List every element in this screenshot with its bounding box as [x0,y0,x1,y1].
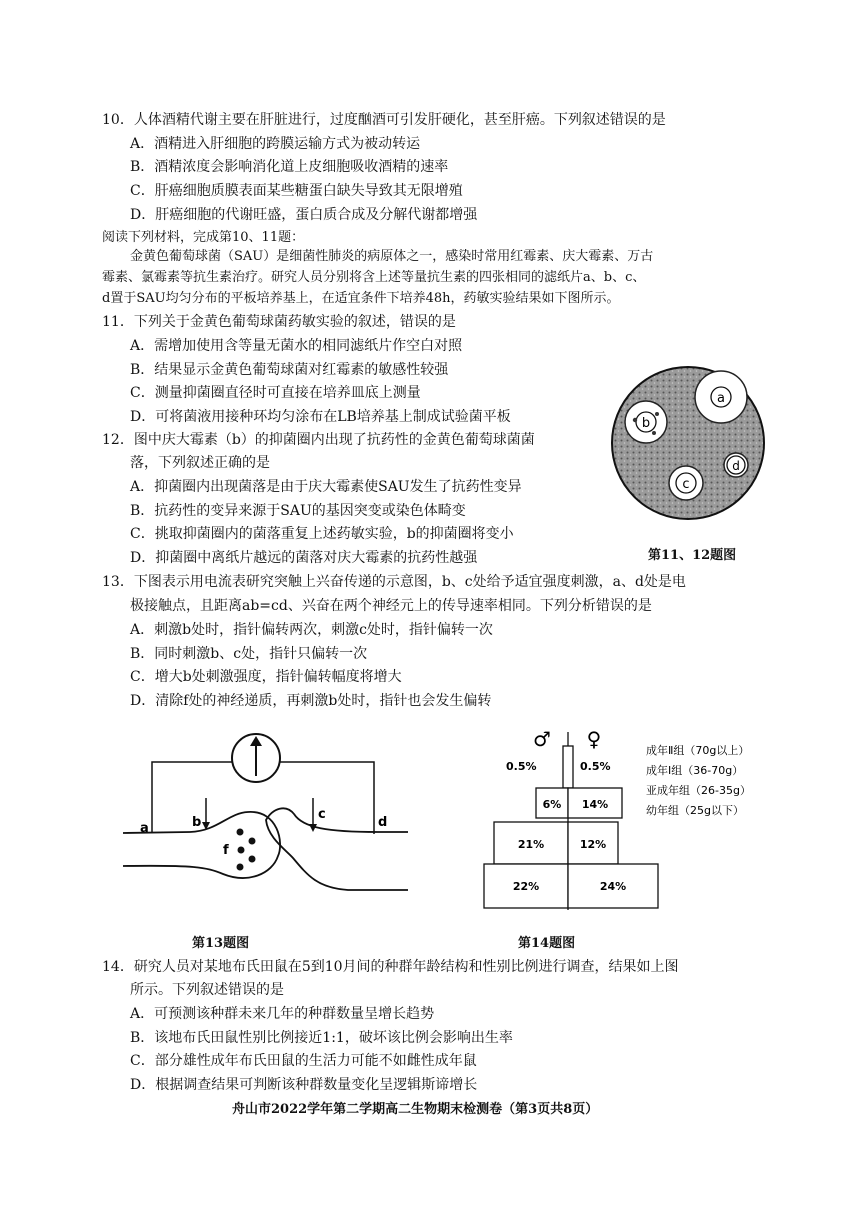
figure-13-caption: 第13题图 [192,936,250,951]
q14-stem-line2: 所示。下列叙述错误的是 [130,982,284,998]
petri-dish-figure [608,355,768,531]
synaptic-vesicle [249,856,256,863]
q11-option-a: A．需增加使用含等量无菌水的相同滤纸片作空白对照 [130,338,463,354]
label-f: f [223,843,229,858]
female-adult1-value: 14% [581,798,609,811]
synaptic-vesicle [237,864,244,871]
resistant-colony [655,412,659,416]
reading-paragraph-line1: 金黄色葡萄球菌（SAU）是细菌性肺炎的病原体之一，感染时常用红霉素、庆大霉素、万古 [130,249,654,264]
resistant-colony [652,431,656,435]
legend-adult1: 成年Ⅰ组（36-70g） [646,764,744,777]
page-footer: 舟山市2022学年第二学期高二生物期末检测卷（第3页共8页） [232,1102,599,1117]
q11-option-c: C．测量抑菌圈直径时可直接在培养皿底上测量 [130,385,421,401]
q11-stem: 11．下列关于金黄色葡萄球菌药敏实验的叙述，错误的是 [102,314,456,330]
female-symbol: ♀ [586,727,602,751]
q10-option-a: A．酒精进入肝细胞的跨膜运输方式为被动转运 [130,136,421,152]
q14-option-d: D．根据调查结果可判断该种群数量变化呈逻辑斯谛增长 [130,1077,478,1093]
label-a: a [140,821,149,836]
male-subadult-value: 21% [517,838,545,851]
male-adult1-value: 6% [542,798,562,811]
label-a: a [717,391,725,406]
figure-14-caption: 第14题图 [518,936,576,951]
q13-stem-line2: 极接触点，且距离ab=cd、兴奋在两个神经元上的传导速率相同。下列分析错误的是 [130,598,652,614]
q12-stem-line1: 12．图中庆大霉素（b）的抑菌圈内出现了抗药性的金黄色葡萄球菌菌 [102,432,535,448]
synaptic-vesicle [249,838,256,845]
legend-subadult: 亚成年组（26-35g） [646,784,751,797]
q10-option-b: B．酒精浓度会影响消化道上皮细胞吸收酒精的速率 [130,159,449,175]
female-adult2-value: 0.5% [580,760,611,773]
q13-stem-line1: 13．下图表示用电流表研究突触上兴奋传递的示意图，b、c处给予适宜强度刺激，a、d处是电 [102,574,686,590]
label-b: b [192,815,202,830]
label-c: c [318,807,326,822]
q12-stem-line2: 落，下列叙述正确的是 [130,455,270,471]
label-b: b [641,416,651,431]
q14-option-a: A．可预测该种群未来几年的种群数量呈增长趋势 [130,1006,435,1022]
synaptic-vesicle [238,847,245,854]
male-symbol: ♂ [533,727,551,751]
resistant-colony [633,418,637,422]
q12-option-a: A．抑菌圈内出现菌落是由于庆大霉素使SAU发生了抗药性变异 [130,479,522,495]
female-subadult-value: 12% [579,838,607,851]
q13-option-b: B．同时刺激b、c处，指针只偏转一次 [130,646,368,662]
age-pyramid-figure [480,722,790,914]
wire-right [280,762,374,834]
synaptic-vesicle [237,829,244,836]
label-c: c [682,477,690,492]
reading-paragraph-line2: 霉素、氯霉素等抗生素治疗。研究人员分别将含上述等量抗生素的四张相同的滤纸片a、b、c、 [102,270,646,285]
q11-option-d: D．可将菌液用接种环均匀涂布在LB培养基上制成试验菌平板 [130,409,511,425]
q10-option-c: C．肝癌细胞质膜表面某些糖蛋白缺失导致其无限增殖 [130,183,463,199]
bar-adult2 [563,746,573,788]
label-d: d [378,815,388,830]
legend-adult2: 成年Ⅱ组（70g以上） [646,744,750,757]
q12-option-b: B．抗药性的变异来源于SAU的基因突变或染色体畸变 [130,503,466,519]
male-juvenile-value: 22% [512,880,540,893]
reading-intro: 阅读下列材料，完成第10、11题： [102,230,305,245]
q12-option-d: D．抑菌圈中离纸片越远的菌落对庆大霉素的抗药性越强 [130,550,478,566]
q10-stem: 10．人体酒精代谢主要在肝脏进行，过度酗酒可引发肝硬化，甚至肝癌。下列叙述错误的是 [102,112,666,128]
q10-option-d: D．肝癌细胞的代谢旺盛，蛋白质合成及分解代谢都增强 [130,207,478,223]
reading-paragraph-line3: d置于SAU均匀分布的平板培养基上，在适宜条件下培养48h，药敏实验结果如下图所示。 [102,291,620,306]
synapse-diagram [118,728,418,916]
q13-option-d: D．清除f处的神经递质，再刺激b处时，指针也会发生偏转 [130,693,492,709]
label-d: d [732,459,740,473]
male-adult2-value: 0.5% [506,760,537,773]
q11-option-b: B．结果显示金黄色葡萄球菌对红霉素的敏感性较强 [130,362,449,378]
figure-11-12-caption: 第11、12题图 [648,548,737,563]
q14-option-c: C．部分雄性成年布氏田鼠的生活力可能不如雌性成年鼠 [130,1053,477,1069]
legend-juvenile: 幼年组（25g以下） [646,804,744,817]
q14-stem-line1: 14．研究人员对某地布氏田鼠在5到10月间的种群年龄结构和性别比例进行调查，结果如上图 [102,959,679,975]
q13-option-c: C．增大b处刺激强度，指针偏转幅度将增大 [130,669,402,685]
q14-option-b: B．该地布氏田鼠性别比例接近1:1，破坏该比例会影响出生率 [130,1030,513,1046]
female-juvenile-value: 24% [599,880,627,893]
q13-option-a: A．刺激b处时，指针偏转两次，刺激c处时，指针偏转一次 [130,622,493,638]
q12-option-c: C．挑取抑菌圈内的菌落重复上述药敏实验，b的抑菌圈将变小 [130,526,514,542]
